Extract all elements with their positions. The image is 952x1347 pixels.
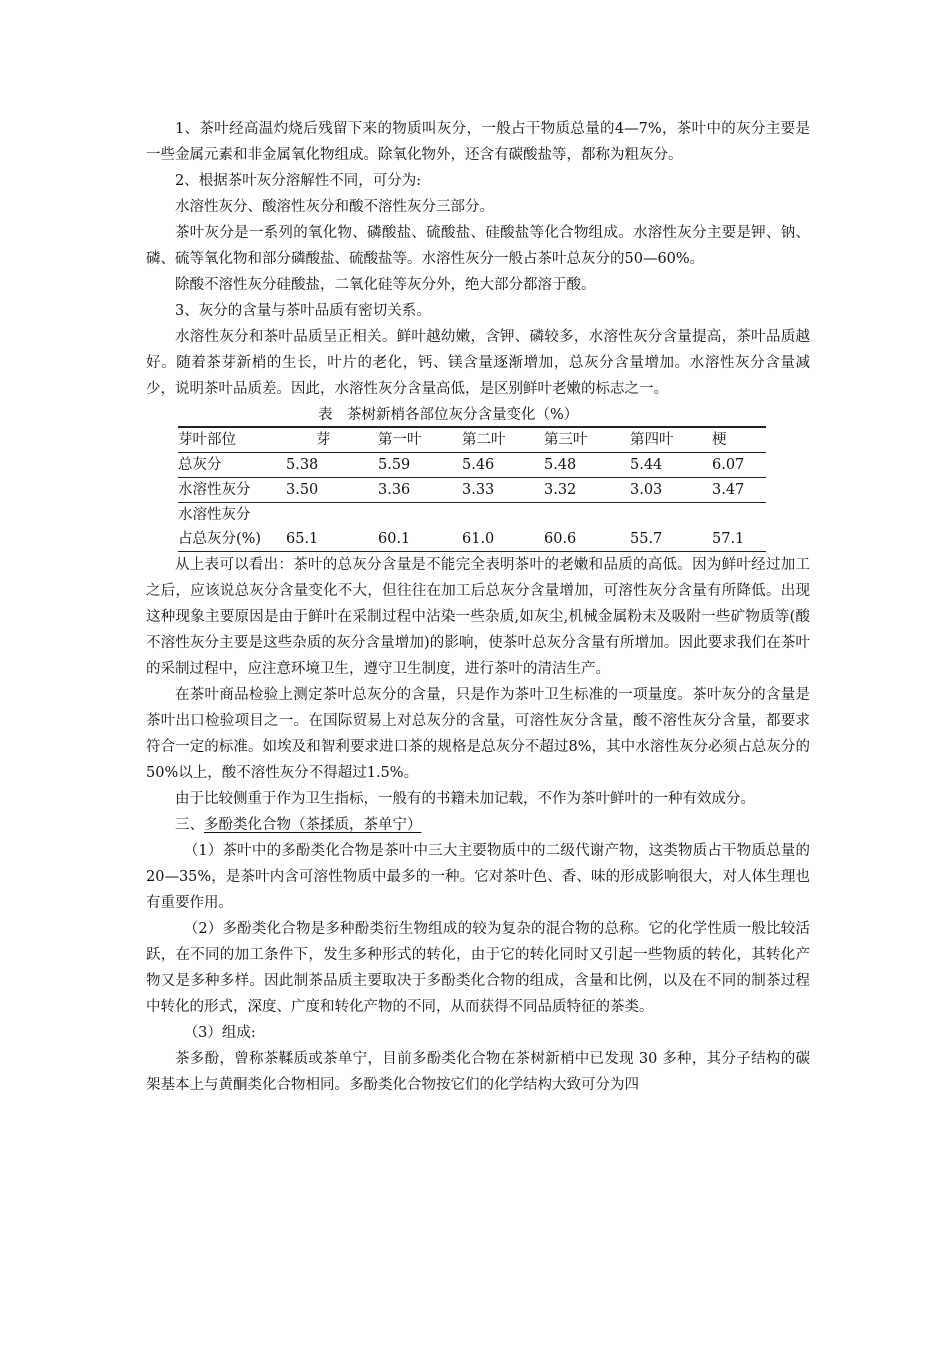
table-cell: 5.44 bbox=[630, 453, 712, 478]
table-caption: 表 茶树新梢各部位灰分含量变化（%） bbox=[318, 407, 579, 423]
table-cell: 3.50 bbox=[286, 478, 378, 503]
paragraph-ash-parts: 水溶性灰分、酸溶性灰分和酸不溶性灰分三部分。 bbox=[175, 199, 494, 215]
table-cell: 水溶性灰分 bbox=[178, 507, 251, 523]
table-cell: 6.07 bbox=[712, 453, 766, 478]
table-header-cell: 芽 bbox=[286, 427, 378, 453]
ash-content-table bbox=[178, 426, 766, 552]
paragraph-polyphenol-3: （3）组成: bbox=[183, 1025, 256, 1041]
paragraph-acid-soluble: 除酸不溶性灰分硅酸盐，二氧化硅等灰分外，绝大部分都溶于酸。 bbox=[175, 277, 596, 293]
paragraph-ash-definition: 1、茶叶经高温灼烧后残留下来的物质叫灰分，一般占干物质总量的4—7%，茶叶中的灰分主要是一些金属元素和非金属氧化物组成。除氧化物外，还含有碳酸盐等，都称为粗灰分。 bbox=[146, 121, 810, 163]
table-cell: 水溶性灰分 bbox=[178, 478, 286, 503]
table-header-cell: 第四叶 bbox=[630, 427, 712, 453]
paragraph-commodity-inspection: 在茶叶商品检验上测定茶叶总灰分的含量，只是作为茶叶卫生标准的一项量度。茶叶灰分的含量是茶叶出口检验项目之一。在国际贸易上对总灰分的含量，可溶性灰分含量，酸不溶性灰分含量，都要求符合一定的标准。如埃及和智利要求进口茶的规格是总灰分不超过8%，其中水溶性灰分必须占总灰分的50%以上，酸不溶性灰分不得超过1.5%。 bbox=[146, 687, 810, 781]
table-header-cell: 梗 bbox=[712, 427, 766, 453]
table-cell: 3.36 bbox=[378, 478, 462, 503]
table-cell: 5.59 bbox=[378, 453, 462, 478]
table-header-cell: 第三叶 bbox=[544, 427, 630, 453]
table-header-cell: 第一叶 bbox=[378, 427, 462, 453]
table-row bbox=[178, 527, 766, 552]
table-cell: 5.38 bbox=[286, 453, 378, 478]
table-cell: 60.6 bbox=[544, 527, 630, 552]
paragraph-water-soluble-ash: 水溶性灰分和茶叶品质呈正相关。鲜叶越幼嫩，含钾、磷较多，水溶性灰分含量提高，茶叶品质越好。随着茶芽新梢的生长，叶片的老化，钙、镁含量逐渐增加，总灰分含量增加。水溶性灰分含量减少，说明茶叶品质差。因此，水溶性灰分含量高低，是区别鲜叶老嫩的标志之一。 bbox=[146, 329, 810, 397]
paragraph-ash-composition: 茶叶灰分是一系列的氧化物、磷酸盐、硫酸盐、硅酸盐等化合物组成。水溶性灰分主要是钾、钠、磷、硫等氧化物和部分磷酸盐、硫酸盐等。水溶性灰分一般占茶叶总灰分的50—60%。 bbox=[146, 225, 810, 267]
table-cell: 3.03 bbox=[630, 478, 712, 503]
paragraph-tea-polyphenols: 茶多酚，曾称茶鞣质或茶单宁，目前多酚类化合物在茶树新梢中已发现 30 多种，其分子结构的碳架基本上与黄酮类化合物相同。多酚类化合物按它们的化学结构大致可分为四 bbox=[146, 1051, 810, 1093]
paragraph-polyphenol-2: （2）多酚类化合物是多种酚类衍生物组成的较为复杂的混合物的总称。它的化学性质一般比较活跃，在不同的加工条件下，发生多种形式的转化，由于它的转化同时又引起一些物质的转化，其转化产物又是多种多样。因此制茶品质主要取决于多酚类化合物的组成，含量和比例，以及在不同的制茶过程中转化的形式，深度、广度和转化产物的不同，从而获得不同品质特征的茶类。 bbox=[146, 921, 810, 1015]
table-cell: 5.48 bbox=[544, 453, 630, 478]
paragraph-polyphenol-1: （1）茶叶中的多酚类化合物是茶叶中三大主要物质中的二级代谢产物，这类物质占干物质总量的 20—35%，是茶叶内含可溶性物质中最多的一种。它对茶叶色、香、味的形成影响很大，对人体生理也有重要作用。 bbox=[146, 843, 810, 911]
table-cell: 60.1 bbox=[378, 527, 462, 552]
paragraph-ash-solubility: 2、根据茶叶灰分溶解性不同，可分为: bbox=[175, 173, 422, 189]
table-cell: 总灰分 bbox=[178, 453, 286, 478]
section-number: 三、 bbox=[175, 817, 204, 833]
table-cell: 占总灰分(%) bbox=[178, 527, 286, 552]
table-header-cell: 芽叶部位 bbox=[178, 427, 286, 453]
paragraph-hygiene-indicator: 由于比较侧重于作为卫生指标，一般有的书籍未加记载，不作为茶叶鲜叶的一种有效成分。 bbox=[175, 791, 755, 807]
table-cell: 65.1 bbox=[286, 527, 378, 552]
table-cell: 61.0 bbox=[462, 527, 544, 552]
paragraph-table-analysis: 从上表可以看出：茶叶的总灰分含量是不能完全表明茶叶的老嫩和品质的高低。因为鲜叶经过加工之后，应该说总灰分含量变化不大，但往往在加工后总灰分含量增加，可溶性灰分含量有所降低。出现这种现象主要原因是由于鲜叶在采制过程中沾染一些杂质,如灰尘,机械金属粉末及吸附一些矿物质等(酸不溶性灰分主要是这些杂质的灰分含量增加)的影响，使茶叶总灰分含量有所增加。因此要求我们在茶叶的采制过程中，应注意环境卫生，遵守卫生制度，进行茶叶的清洁生产。 bbox=[146, 557, 810, 677]
table-header-cell: 第二叶 bbox=[462, 427, 544, 453]
document-page bbox=[146, 116, 810, 1098]
table-row bbox=[178, 503, 766, 528]
table-cell: 5.46 bbox=[462, 453, 544, 478]
section-title: 多酚类化合物（茶揉质，茶单宁） bbox=[204, 817, 422, 833]
section-heading bbox=[146, 812, 810, 838]
table-row bbox=[178, 478, 766, 503]
paragraph-ash-quality: 3、灰分的含量与茶叶品质有密切关系。 bbox=[175, 303, 431, 319]
table-cell: 3.33 bbox=[462, 478, 544, 503]
table-cell: 57.1 bbox=[712, 527, 766, 552]
table-header-row bbox=[178, 427, 766, 453]
table-row bbox=[178, 453, 766, 478]
table-cell: 3.32 bbox=[544, 478, 630, 503]
table-cell: 3.47 bbox=[712, 478, 766, 503]
table-cell: 55.7 bbox=[630, 527, 712, 552]
